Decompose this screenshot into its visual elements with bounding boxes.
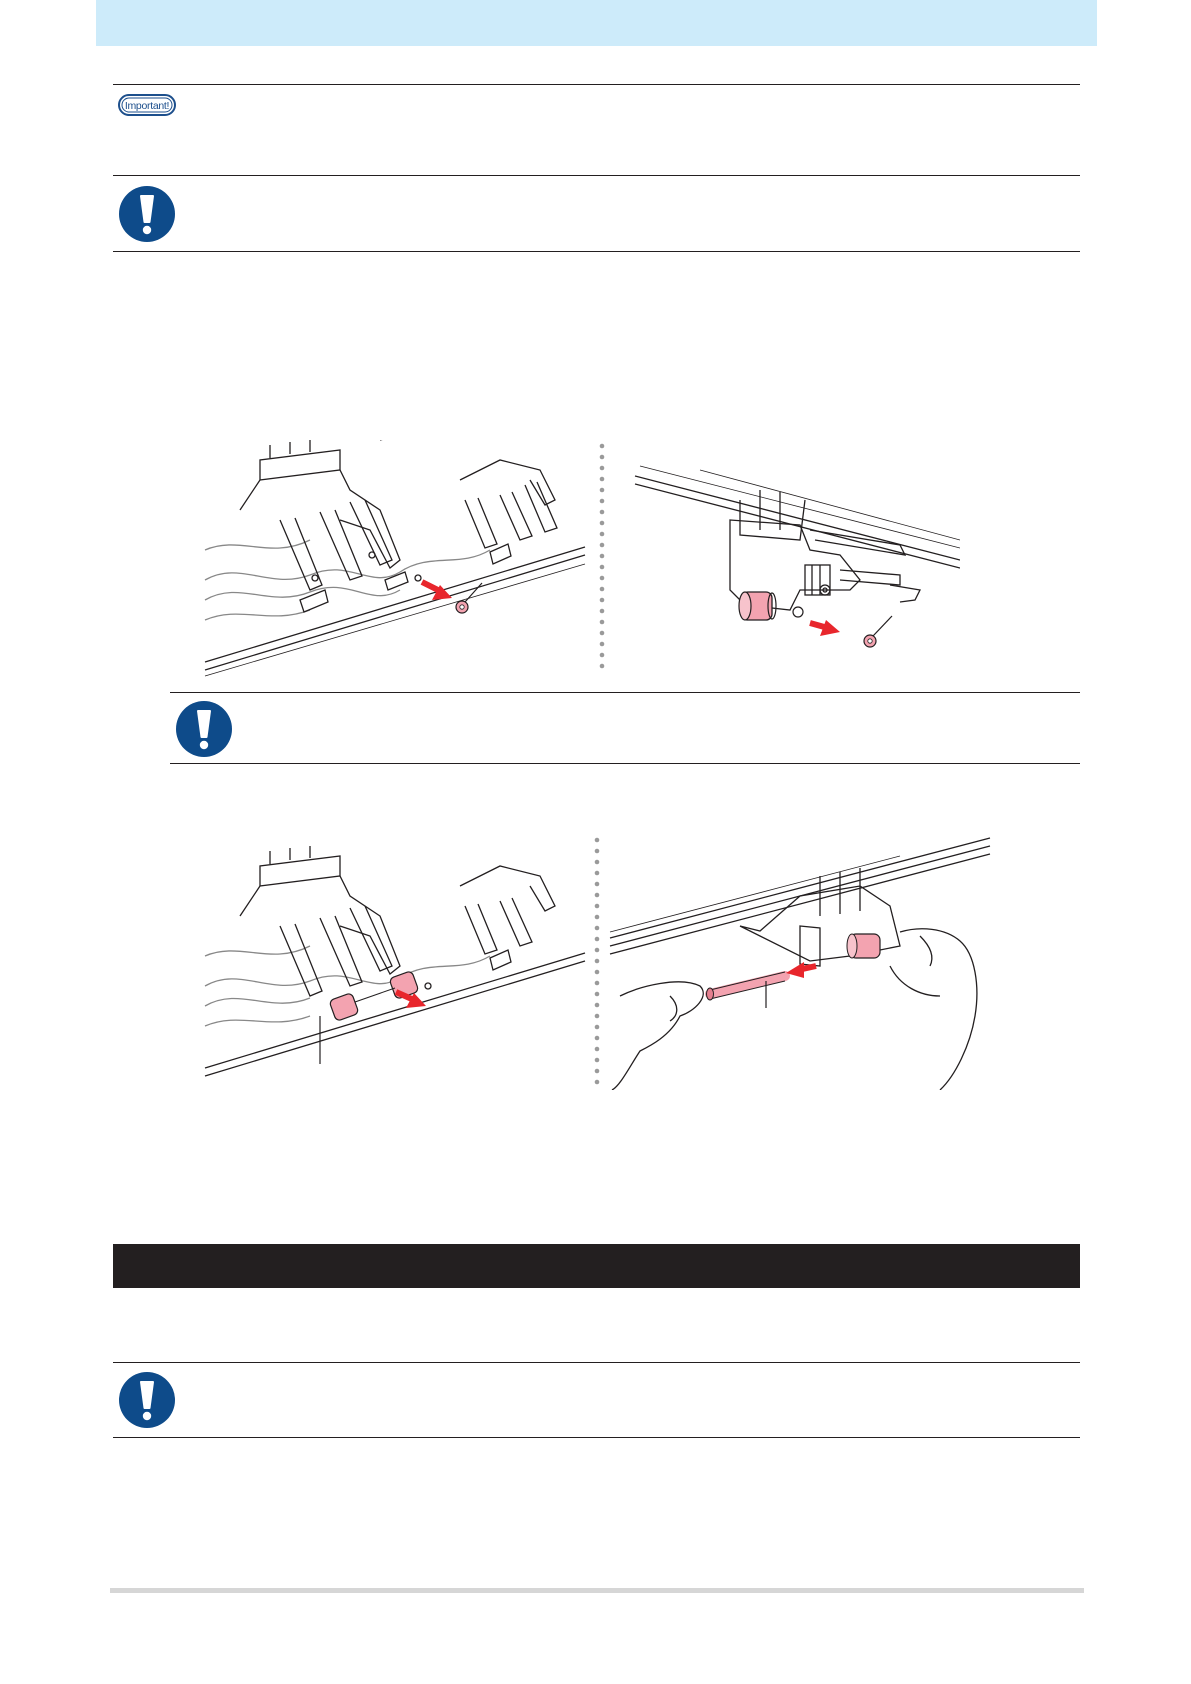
exclamation-circle-icon: [118, 185, 176, 243]
important-top-rule: [113, 84, 1080, 85]
warning-2-top-rule: [170, 692, 1080, 693]
pinch-roller-shaft-removal-figure: [200, 836, 1000, 1090]
header-band: [96, 0, 1097, 46]
important-badge-label: Important!: [124, 100, 170, 112]
footer-rule: [110, 1588, 1084, 1593]
pinch-roller-removal-figure: [200, 440, 960, 680]
important-badge-icon: [118, 94, 176, 116]
warning-3-bottom-rule: [113, 1437, 1080, 1438]
warning-1-bottom-rule: [113, 251, 1080, 252]
exclamation-circle-icon: [175, 700, 233, 758]
important-bottom-rule: [113, 175, 1080, 176]
exclamation-circle-icon: [118, 1371, 176, 1429]
warning-2-bottom-rule: [170, 763, 1080, 764]
section-heading-bar: [113, 1244, 1080, 1288]
warning-3-top-rule: [113, 1362, 1080, 1363]
